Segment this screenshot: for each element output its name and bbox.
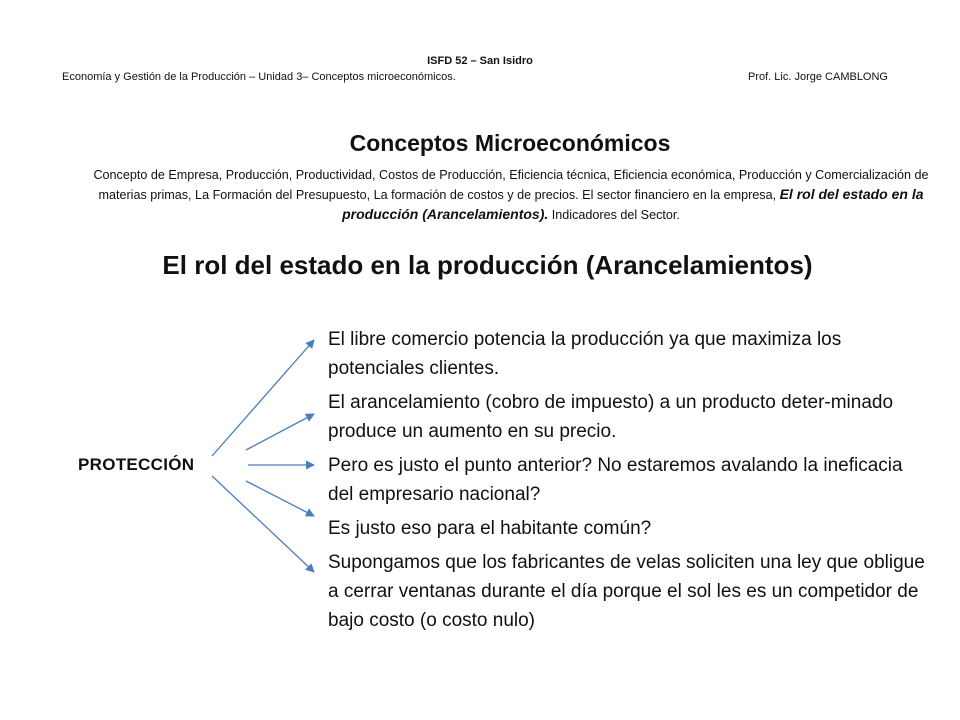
protection-label: PROTECCIÓN bbox=[78, 455, 195, 474]
bullet-item-4: Es justo eso para el habitante común? bbox=[328, 518, 652, 539]
intro-text: Concepto de Empresa, Producción, Productividad, Costos de Producción, Eficiencia técnica, Eficiencia económica, Producción y Comercialización de materias primas, La Formación del Presupuesto, La formación de costos y de precios. El sector financiero en la empresa, bbox=[93, 168, 929, 202]
bullet-item-2: El arancelamiento (cobro de impuesto) a un producto deter-minado produce un aumento en su precio. bbox=[328, 392, 894, 442]
arrow-4 bbox=[246, 481, 314, 516]
intro-highlight: El rol del estado en la producción (Arancelamientos). bbox=[342, 186, 924, 222]
bullet-item-1: El libre comercio potencia la producción ya que maximiza los potenciales clientes. bbox=[328, 329, 842, 379]
arrow-1 bbox=[212, 340, 314, 456]
header-institution: ISFD 52 – San Isidro bbox=[427, 55, 533, 67]
bullet-item-5: Supongamos que los fabricantes de velas soliciten una ley que obligue a cerrar ventanas durante el día porque el sol les es un competidor de bajo costo (o costo nulo) bbox=[328, 552, 925, 631]
intro-tail: Indicadores del Sector. bbox=[551, 208, 680, 222]
header-professor: Prof. Lic. Jorge CAMBLONG bbox=[748, 71, 888, 83]
arrow-2 bbox=[246, 414, 314, 450]
header-course: Economía y Gestión de la Producción – Unidad 3– Conceptos microeconómicos. bbox=[62, 71, 456, 83]
bullet-list bbox=[328, 325, 933, 640]
page-title: Conceptos Microeconómicos bbox=[349, 130, 671, 156]
bullet-item-3: Pero es justo el punto anterior? No estaremos avalando la ineficacia del empresario nacional? bbox=[328, 455, 903, 505]
section-title: El rol del estado en la producción (Arancelamientos) bbox=[162, 250, 813, 280]
